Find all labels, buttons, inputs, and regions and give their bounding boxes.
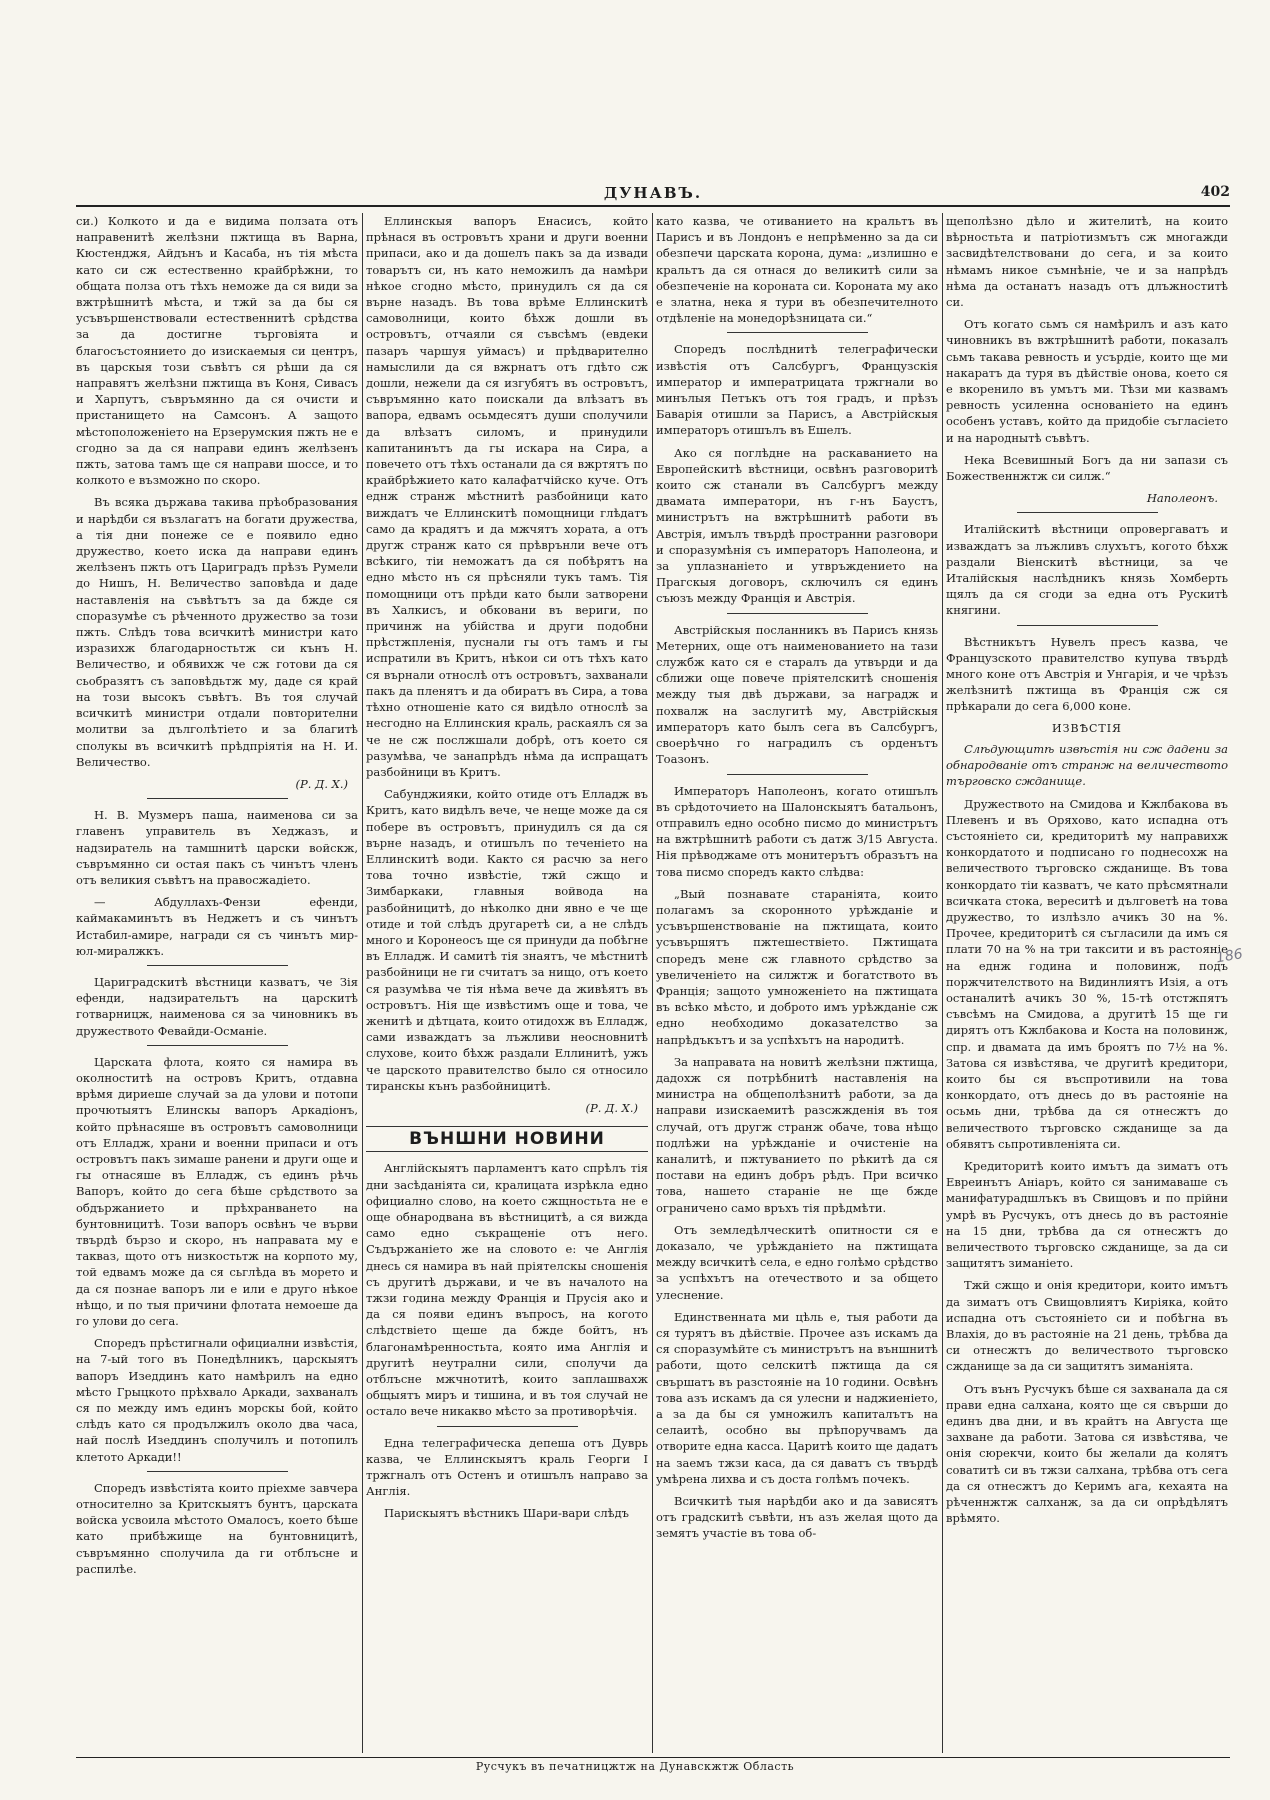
article-source: (Р. Д. Х.) [295, 776, 348, 791]
article-paragraph: Парискыятъ вѣстникъ Шари-вари слѣдъ [384, 1506, 629, 1521]
newspaper-title: ДУНАВЪ. [603, 184, 703, 202]
article-paragraph: Н. В. Музмеръ паша, наименова си за главенъ управитель въ Хеджазъ, и надзиратель на тамшнитѣ царски войскж, съвръмянно си остая пакъ съ чинътъ членъ отъ великия съвѣтъ на правосжадіето. [76, 808, 358, 887]
column-3 [656, 213, 938, 1753]
article-paragraph: — Абдуллахъ-Фензи ефенди, каймакаминътъ въ Неджетъ и съ чинътъ Истабил-амире, награди ся съ чинътъ мир-юл-миралжкъ. [76, 895, 358, 958]
page-header [76, 184, 1230, 206]
article-paragraph: Еллинскыя вапоръ Енасисъ, който прѣнася въ островътъ храни и други военни припаси, ако и да дошелъ пакъ за да извади товарътъ си, нъ като неможилъ да намѣри нѣкое сгодно мѣсто, принудилъ ся да ся върне назадъ. Въ това врѣме Еллинскитѣ самоволници, които бѣхж дошли въ островътъ, отчаяли ся съвсѣмъ (евдеки пазаръ чаршуя уймасъ) и прѣдварително намыслили да ся вжрнатъ отъ гдѣто сж дошли, нежели да ся изгубятъ въ островътъ, съвръмянно като поискали да влѣзатъ въ вапора, едвамъ осьмдесятъ души сполучили да влѣзатъ силомъ, и принудили капитанинътъ да гы искара на Сира, а повечето отъ тѣхъ останали да ся вжртятъ по крайбрѣжието като калафатчійско куче. Отъ еднж странж мѣстнитѣ разбойници като виждатъ че Еллинскитѣ помощници глѣдатъ само да крадятъ и да мжчятъ хората, а отъ другж странж като ся прѣврънли вече отъ всѣкиго, тіи неможатъ да ся побѣрятъ на едно мѣсто нъ ся прѣсняли тукъ тамъ. Тія помощници отъ прѣди като были затворени въ Халкисъ, и обковани въ вериги, по причинж на убійства и други подобни прѣстжпленія, пуснали гы отъ тамъ и гы испратили въ Критъ, нѣкои си отъ тѣхъ като ся върнали относлѣ отъ островътъ, захванали пакъ да пленятъ и да обиратъ въ Сира, а това тѣхно отношеніе като ся видѣло относлѣ за несгодно на Еллинския краль, раскаялъ ся за че не сж послжшали добрѣ, отъ което ся разумѣва, че занапрѣдъ нѣма да испращатъ разбойници въ Критъ. [366, 214, 648, 779]
article-paragraph: Ако ся поглѣдне на раскаванието на Европейскитѣ вѣстници, освѣнъ разговоритѣ които сж станали въ Салсбургъ между двамата императори, нъ г-нъ Баустъ, министрътъ на вжтрѣшнитѣ работи въ Австрія, имълъ твърдѣ пространни разговори и споразумѣнія съ императоръ Наполеона, и за уплазнаніето и утвръждението на Прагскыя договоръ, сключилъ ся единъ съюзъ между Франція и Австрія. [656, 445, 938, 606]
article-paragraph: си.) Колкото и да е видима ползата отъ направенитѣ желѣзни пжтища въ Варна, Кюстенджя, Айдънъ и Касаба, нъ тія мѣста като си сж естественно крайбрѣжни, то общата полза отъ тѣхъ неможе да ся види за вжтрѣшнитѣ мѣста, и тжй за да бы ся усъвършенствовали естественнитѣ срѣдства за да достигне търговіята и благосъстоянието до изискаемыя си центръ, въ царскыя този съвѣтъ ся рѣши да ся направятъ желѣзни пжтища въ Коня, Сивасъ и Харпутъ, съвръмянно да ся очисти и пристанището на Самсонъ. А защото мѣстоположеніето на Ерзерумския пжть не е сгодно за да ся направи единъ желѣзенъ пжть, затова тамъ ще ся направи шоссе, и то колкото е възможно по скоро. [76, 214, 358, 488]
article-paragraph: Една телеграфическа депеша отъ Дуврь казва, че Еллинскыятъ краль Георги I тржгналъ отъ Остенъ и отишълъ направо за Англія. [366, 1435, 648, 1499]
column-divider [362, 213, 363, 1753]
article-paragraph: Императоръ Наполеонъ, когато отишълъ въ срѣдоточието на Шалонскыятъ батальонъ, отправилъ едно особно писмо до министрътъ на вжтрѣшнитѣ работи съ датж 3/15 Августа. Нія прѣводжаме отъ монитерътъ образътъ на това писмо споредъ както слѣдва: [656, 783, 938, 879]
article-paragraph: За направата на новитѣ желѣзни пжтища, дадохж ся потрѣбнитѣ наставленія на министра на общеполѣзнитѣ работи, за да направи изискаемитѣ разсжжденія въ тоя случай, отъ другж странж обаче, това нѣщо подлѣжи на урѣжданіе и очистеніе на каналитѣ, и пжтуванието по рѣкитѣ да ся постави на единъ добръ рѣдъ. При всичко това, нашето стараніе не ще бжде ограничено само връхъ тія прѣдмѣти. [656, 1054, 938, 1215]
letter-signature: Наполеонъ. [1146, 491, 1218, 506]
article-paragraph: щеполѣзно дѣло и жителитѣ, на които вѣрностьта и патріотизмътъ сж многажди засвидѣтелствовани до сега, и за които нѣмамъ никое съмнѣніе, че и за напрѣдъ нѣма да останатъ назадъ отъ длъжноститѣ си. [946, 214, 1228, 310]
section-heading-announcements: ИЗВѢСТІЯ [1052, 721, 1122, 735]
column-divider [652, 213, 653, 1753]
announcement-paragraph: Отъ вънъ Русчукъ бѣше ся захванала да ся прави една салхана, която ще ся свърши до единъ два дни, и въ крайтъ на Августа ще захване да работи. Затова ся извѣстява, че онія сюрекчи, които бы желали да колятъ соватитѣ си въ тжзи салхана, трѣбва отъ сега да ся отнесжтъ до Керимъ ага, кехаята на рѣченнжтж салханж, за да си опрѣдѣлятъ врѣмято. [946, 1381, 1228, 1526]
header-rule [76, 205, 1230, 207]
separator [437, 1426, 578, 1427]
separator [1017, 625, 1158, 626]
article-paragraph: Отъ когато сьмъ ся намѣрилъ и азъ като чиновникъ въ вжтрѣшнитѣ работи, показалъ сьмъ такава ревность и усърдіе, които ще ми накаратъ да туря въ дѣйствіе онова, което ся е вкоренило въ умътъ ми. Тѣзи ми казвамъ ревность усиленна основаніето на единъ особенъ уставъ, който да придобіе съгласіето и на народнытѣ съвѣтъ. [946, 317, 1228, 445]
article-paragraph: Сабунджияки, който отиде отъ Елладж въ Критъ, като видѣлъ вече, че неще може да ся побере въ островътъ, принудилъ ся да ся върне назадъ, и отишълъ по теченіето на Еллинскитѣ води. Както ся расчю за него това точно извѣстіе, тжй сжщо и Зимбаркаки, главныя войвода на разбойницитѣ, до нѣколко дни явно е че ще отиде и той слѣдъ другаретѣ си, а не слѣдъ много и Коронеосъ ще ся принуди да побѣгне въ Елладж. И самитѣ тія знаятъ, че мѣстнитѣ разбойници не ги считатъ за нищо, отъ което ся разумѣва че тія нѣма вече да живѣятъ въ островътъ. Нія ще извѣстимъ още и това, че женитѣ и дѣтцата, които отидохж въ Елладж, сами изваждатъ за лъжливи неосновнитѣ слухове, които бѣхж раздали Еллинитѣ, ужъ че царското правителство было ся относило тиранскы кънъ разбойницитѣ. [366, 787, 648, 1093]
article-paragraph: Нека Всевишный Богъ да ни запази съ Божественнжтж си силж.“ [946, 452, 1228, 484]
section-heading-foreign-news: ВЪНШНИ НОВИНИ [366, 1126, 648, 1152]
column-2 [366, 213, 648, 1753]
announcement-paragraph: Тжй сжщо и онія кредитори, които имътъ да зиматъ отъ Свищовлиятъ Киріяка, който испадна отъ състояніето си и побѣгна въ Влахія, до въ растояніе на 21 день, трѣбва да си отнесжтъ до величеството търговско сжданище за да си защитятъ зиманіята. [946, 1278, 1228, 1374]
column-divider [942, 213, 943, 1753]
article-paragraph: Вѣстникътъ Нувелъ пресъ казва, че Французското правителство купува твърдѣ много коне отъ Австрія и Унгарія, и че чрѣзъ желѣзнитѣ пжтища въ Франція сж ся прѣкарали до сега 6,000 коне. [946, 634, 1228, 714]
article-paragraph: Италійскитѣ вѣстници опровергаватъ и изваждатъ за лъжливъ слухътъ, когото бѣхж раздали Віенскитѣ вѣстници, за че Италійскыя наслѣдникъ князь Хомберть щялъ да ся сгоди за една отъ Рускитѣ княгини. [946, 522, 1228, 618]
separator [727, 613, 868, 614]
article-paragraph: Споредъ прѣстигнали официални извѣстія, на 7-ый того въ Понедѣлникъ, царскыятъ вапоръ Изеддинъ като намѣрилъ на едно мѣсто Грыцкото прѣхвало Аркади, захваналъ ся по между имъ единъ морскы бой, който слѣдъ като ся продължилъ около два часа, най послѣ Изеддинъ сполучилъ и потопилъ клетото Аркади!! [76, 1336, 358, 1464]
article-paragraph: Единственната ми цѣль е, тыя работи да ся турятъ въ дѣйствіе. Прочее азъ искамъ да ся споразумѣйте съ министрътъ на външнитѣ работи, щото селскитѣ пжтища да ся свършатъ въ разстояніе на 10 години. Освѣнъ това азъ искамъ да ся улесни и наджиеніето, а за да бы ся умножилъ капиталътъ на селаитѣ, особно вы прѣпоручвамъ да отворите една касса. Царитѣ които ще дадатъ на заемъ тжзи каса, да ся даватъ съ твърдѣ умѣрена лихва и съ доста голѣмъ почекъ. [656, 1309, 938, 1486]
article-paragraph: Отъ земледѣлческитѣ опитности ся е доказало, че урѣжданіето на пжтищата между всичкитѣ села, е едно голѣмо срѣдство за успѣхътъ на отечеството и за общето улеснение. [656, 1222, 938, 1302]
article-paragraph: Цариградскитѣ вѣстници казватъ, че Зія ефенди, надзирательтъ на царскитѣ готварницж, наименова ся за чиновникъ въ дружеството Февайди-Османіе. [76, 974, 358, 1038]
imprint-footer: Русчукъ въ печатницжтж на Дунавскжтж Область [475, 1760, 795, 1773]
announcement-paragraph: Кредиторитѣ които имътъ да зиматъ отъ Евреинътъ Аніаръ, който ся занимаваше съ манифатурадшлъкъ въ Свищовъ и по прійни умрѣ въ Русчукъ, отъ днесь до въ растояніе на 15 дни, трѣбва да ся отнесжтъ до величеството търговско сжданище, за да си защитятъ зиманіето. [946, 1158, 1228, 1271]
article-paragraph: Всичкитѣ тыя нарѣдби ако и да зависятъ отъ градскитѣ съвѣти, нъ азъ желая щото да земятъ участіе въ това об- [656, 1494, 938, 1541]
article-paragraph: „Вый познавате стараніята, които полагамъ за скоронното урѣжданіе и усъвършенствованіе на пжтищата, които усъвършятъ пжтешествіето. Пжтищата споредъ мене сж главното срѣдство за увеличеніето на силжтж и богатството въ Франція; защото умноженіето на пжтищата въ всѣко мѣсто, и доброто имъ урѣжданіе сж едно необходимо доказателство за напрѣдъкътъ и за успѣхътъ на народитѣ. [656, 886, 938, 1047]
separator [147, 1471, 288, 1472]
article-paragraph: Царската флота, която ся намира въ околноститѣ на островъ Критъ, отдавна врѣмя дириеше случай за да улови и потопи прочютыятъ Елинскы вапоръ Аркадіонъ, който прѣнасяше въ островътъ самоволници отъ Елладж, храни и военни припаси и отъ островътъ пакъ зимаше ранени и други още и гы отнасяше въ Елладж, съ единъ рѣчь Вапоръ, който до сега бѣше срѣдството за обдържанието и прѣхранването на бунтовницитѣ. Този вапоръ освѣнъ че върви твърдѣ бързо и скоро, нъ направата му е такваз, щото отъ низкостьтж на корпото му, той едвамъ може да ся сьглѣда въ морето и да ся познае вапоръ ли е или е друго нѣкое нѣщо, и по тыя причини флотата немоеше да го улови до сега. [76, 1054, 358, 1328]
separator [727, 332, 868, 333]
article-source: (Р. Д. Х.) [585, 1100, 638, 1115]
column-1 [76, 213, 358, 1753]
page-number: 402 [1200, 184, 1230, 200]
article-paragraph: Англійскыятъ парламентъ като спрѣлъ тія дни засѣданіята си, кралицата изрѣкла едно официално слово, на което сжщностьта не е още обнародвана въ вѣстницитѣ, а ся вижда само едно съкращеніе отъ него. Съдържаніето же на словото е: че Англія днесь ся намира въ най пріятелскы сношенія съ другитѣ държави, и че въ началото на тжзи година между Франція и Прусія ако и да ся появи единъ въпросъ, на когото слѣдствіето щеше да бжде бойтъ, нъ благонамѣренностьта, която има Англія и другитѣ неутрални сили, сполучи да отблъсне мжчнотитѣ, които заплашвахж общыятъ миръ и тишина, и въ тоя случай не остало вече никакво мѣсто за противорѣчія. [366, 1161, 648, 1419]
article-paragraph: Въ всяка държава такива прѣобразования и нарѣдби ся възлагатъ на богати дружества, а тія дни понеже се е появило едно дружество, което иска да направи единъ желѣзенъ пжть отъ Цариградъ прѣзъ Румели до Нишъ, Н. Величество заповѣда и даде наставленія на съвѣтътъ за да бжде ся споразумѣе съ рѣченното дружество за този пжть. Слѣдъ това всичкитѣ министри като изразихж благодарностьтж си кънъ Н. Величество, и обявихж че сж готови да ся сьобразятъ съ заповѣдьтж му, даде ся край на този высокъ съвѣтъ. Въ тоя случай всичкитѣ министри отдали повторителни молитви за дълголѣтіето и за благитѣ сполукы въ всичкитѣ прѣдпріятія на Н. И. Величество. [76, 495, 358, 769]
separator [147, 965, 288, 966]
handwritten-margin-note: 186 [1214, 946, 1244, 967]
article-paragraph: Споредъ послѣднитѣ телеграфически извѣстія отъ Салсбургъ, Французскія император и императрицата тржгнали во минълыя Петъкъ отъ тоя градъ, и прѣзъ Баварія отишли за Парисъ, а Австрійскыя императоръ отишълъ въ Ешелъ. [656, 342, 938, 438]
separator [1017, 512, 1158, 513]
announcement-paragraph: Дружеството на Смидова и Кжлбакова въ Плевенъ и въ Оряхово, като испадна отъ състояніето си, кредиторитѣ му направихж конкордатото и подписано го поднесохж на величеството търговско сжданище. Въ това конкордато тіи казватъ, че като прѣсмятнали всичката стока, вереситѣ и дълговетѣ на това дружество, то излѣзло ачикъ 30 на %. Прочее, кредиторитѣ ся съгласили да имъ ся плати 70 на % на три таксити и въ растояніе на еднж година и половинж, подъ поржчителството на Видинлиятъ Изія, а отъ останалитѣ ачикъ 30 %, 15-тѣ отстжпятъ съвсѣмъ на Смидова, а другитѣ 15 ще ги дирятъ отъ Кжлбакова и Коста на половинж, спр. и двамата да имъ броятъ по 7½ на %. Затова ся извѣстява, че другитѣ кредитори, които бы ся въспротивили на това конкордато, отъ днесь до въ растояніе на осьмь дни, трѣбва да ся отнесжтъ до величеството търговско сжданище за да обявятъ сьпротивленіята си. [946, 796, 1228, 1151]
separator [147, 798, 288, 799]
columns-area [76, 213, 1230, 1755]
article-paragraph: Австрійскыя посланникъ въ Парисъ князь Метерних, още отъ наименованието на тази службж като ся е старалъ да утвърди и да сближи още повече пріятелскитѣ сношенія между тыя двѣ държави, за наградж и похвалж на заслугитѣ му, Австрійскыя императоръ като былъ сега въ Салсбургъ, своерѣчно го наградилъ съ орденътъ Тоазонъ. [656, 622, 938, 767]
separator [147, 1045, 288, 1046]
article-paragraph: като казва, че отиванието на кральтъ въ Парисъ и въ Лондонъ е непрѣменно за да си обезпечи царската корона, дума: „излишно е кральтъ да ся отнася до великитѣ сили за обезпеченіе на короната си. Короната му ако е златна, нека я тури въ обезпечителното отдѣленіе на монедорѣзницата си.“ [656, 214, 938, 326]
column-4 [946, 213, 1228, 1753]
announcement-intro: Слѣдующитѣ извѣстія ни сж дадени за обнародваніе отъ странж на величеството търговско сжданище. [946, 741, 1228, 789]
footer-rule [76, 1757, 1230, 1758]
separator [727, 774, 868, 775]
article-paragraph: Споредъ извѣстіята които пріехме завчера относително за Критскыятъ бунтъ, царската войска усвоила мѣстото Омалосъ, което бѣше като прибѣжище на бунтовницитѣ, съвръмянно сполучила да ги отблъсне и распилѣе. [76, 1480, 358, 1576]
